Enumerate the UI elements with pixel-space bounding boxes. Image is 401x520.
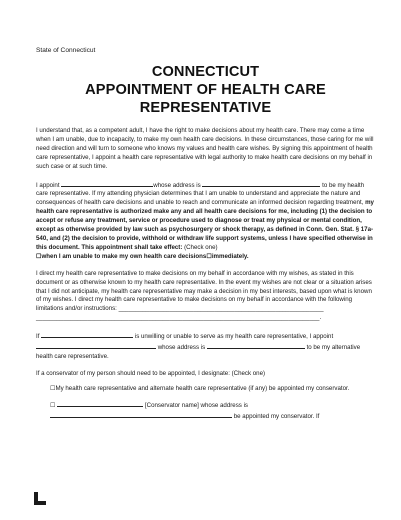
instructions-blank-2[interactable]: ___________________________________________________________________________________. [36,314,322,322]
option-unable-checkbox[interactable]: ☐when I am unable to make my own health care decisions [36,252,207,260]
appoint-address-text: whose address is [153,181,203,189]
document-title [36,63,375,117]
appoint-body-text: to be my health care representative. If my attending physician determines that I am unable to understand and appreciate the nature and consequences of health care decisions and unable to reach and communicate an informed decision regarding treatment, [36,181,366,207]
conservator-name-blank[interactable] [57,400,143,407]
state-label: State of Connecticut [36,47,96,54]
legal-templates-logo-icon [34,492,46,505]
alternate-address-blank[interactable] [207,342,305,349]
conservator-option-1[interactable]: ☐My health care representative and alternate health care representative (if any) be appointed my conservator. [50,384,350,392]
check-one-text: (Check one) [182,243,218,251]
option-immediately-checkbox[interactable]: ☐immediately. [206,252,249,260]
alternate-unwilling-text: is unwilling or unable to serve as my health care representative, I appoint [133,333,334,341]
appointment-paragraph [36,180,375,262]
alternate-paragraph [36,331,375,362]
conservator-intro: If a conservator of my person should need to be appointed, I designate: (Check one) [36,369,266,377]
alternate-if-text: If [36,333,42,341]
alternate-name-blank[interactable] [36,342,156,349]
alternate-role-text: to be my alternative health care representative. [36,344,361,360]
representative-address-blank[interactable] [202,180,320,187]
intro-paragraph: I understand that, as a competent adult, I have the right to make decisions about my health care. There may come a time when I am unable, due to incapacity, to make my own health care decisions. In these circumstances, those caring for me will need direction and will turn to someone who knows my values and health care wishes. By signing this appointment of health care representative, I appoint a health care representative with legal authority to make health care decisions on my behalf in such case or at such time. [36,127,374,170]
authority-bold-text: my health care representative is authorized make any and all health care decisions for me, including (1) the decision to accept or refuse any treatment, service or procedure used to diagnose or treat my physical or mental condition, except as otherwise provided by law such as psychosurgery or shock therapy, as defined in Conn. Gen. Stat. § 17a-540, and (2) the decision to provide, withhold or withdraw life support systems, unless I have specified otherwise in this document. This appointment shall take effect: [36,199,374,251]
conservator-appointed-text: be appointed my conservator. If [232,412,320,420]
title-line-2: APPOINTMENT OF HEALTH CARE [85,82,326,98]
appoint-text: I appoint [36,181,62,189]
conservator-name-text: [Conservator name] whose address is [143,401,248,409]
conservator-address-blank[interactable] [50,411,232,418]
representative-name-blank[interactable] [61,180,153,187]
primary-name-blank[interactable] [41,331,133,338]
direct-paragraph [36,270,375,323]
direct-text: I direct my health care representative to make decisions on my behalf in accordance with my wishes, as stated in this document or as otherwise known to my health care representative. In the event my wishes are not clear or a situation arises that I did not anticipate, my health care representative may make a decision in my best interests, based upon what is known of my wishes. I direct my health care representative to make decisions on my behalf in accordance with the following limitations and/or instructions: [36,269,372,313]
conservator-checkbox[interactable]: ☐ [50,401,58,409]
instructions-blank-1[interactable]: ____________________________________________________________ [118,305,324,313]
alternate-address-text: whose address is [156,344,207,352]
title-line-1: CONNECTICUT [151,64,260,80]
title-line-3: REPRESENTATIVE [139,100,272,116]
document-body [36,127,375,421]
conservator-option-2 [36,400,375,422]
